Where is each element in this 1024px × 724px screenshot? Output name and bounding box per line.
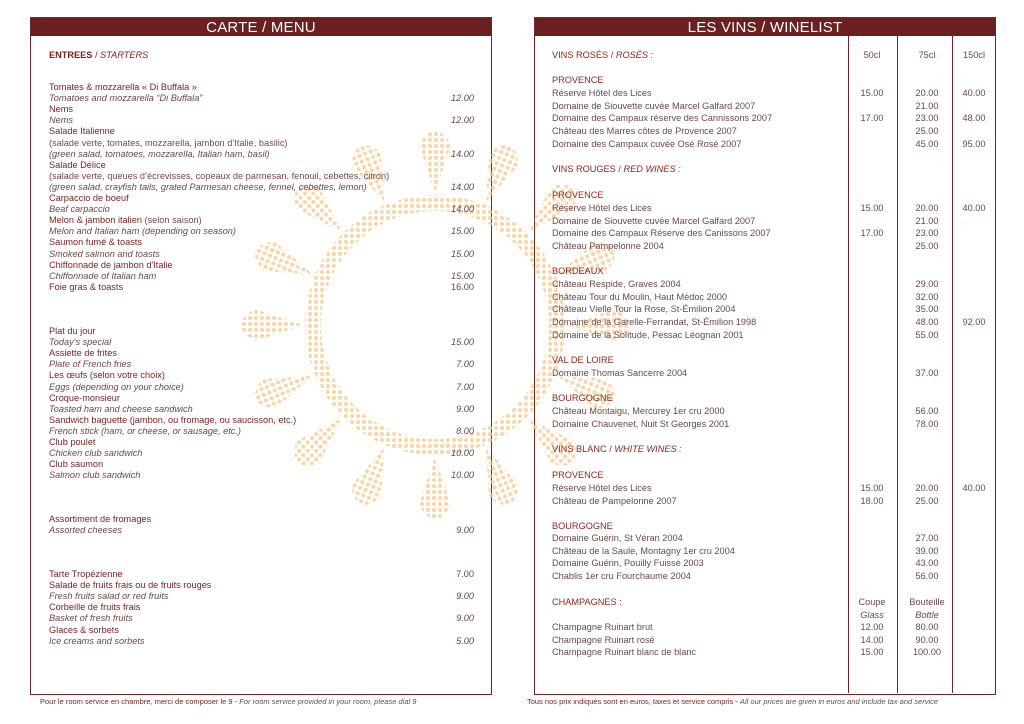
- col-coupe: Coupe: [858, 597, 886, 607]
- champagne-col-sub: [552, 609, 992, 621]
- menu-item-price: 9.00: [456, 525, 474, 536]
- col-bouteille: Bouteille: [909, 597, 945, 607]
- wine-row: [552, 545, 992, 557]
- price-75cl: 25.00: [915, 241, 939, 252]
- menu-item-en: (green salad, tomatoes, mozzarella, Italian ham, basil) 14.00: [49, 148, 474, 159]
- region-label: BORDEAUX: [552, 266, 604, 276]
- wine-section-title: [552, 596, 992, 608]
- menu-item-fr: Salade Italienne: [49, 126, 115, 137]
- section-en: ROSÉS :: [615, 50, 654, 60]
- menu-item-fr: Croque-monsieur: [49, 392, 120, 403]
- wine-row: [552, 138, 992, 150]
- price-75cl: 56.00: [915, 406, 939, 416]
- price-150cl: 40.00: [962, 203, 986, 213]
- price-75cl: 39.00: [915, 545, 939, 556]
- wine-name: Réserve Hôtel des Lices: [552, 88, 652, 98]
- menu-item-fr: Tarte Tropézienne: [49, 569, 123, 579]
- wine-name: Château des Marres côtes de Provence 2007: [552, 126, 737, 137]
- sun-ray: [471, 140, 524, 210]
- menu-item-price: 5.00: [456, 635, 474, 646]
- section-sep: /: [92, 50, 101, 60]
- wine-row: [552, 112, 992, 124]
- menu-item-price: 15.00: [451, 270, 474, 281]
- price-150cl: 92.00: [962, 317, 986, 328]
- wine-name: Château Tour du Moulin, Haut Médoc 2000: [552, 291, 728, 302]
- menu-item-fr: Plat du jour: [49, 326, 96, 336]
- wine-row: [552, 316, 992, 328]
- price-75cl: 35.00: [915, 304, 939, 315]
- menu-item-price: 15.00: [451, 248, 474, 259]
- footer-room-service: [40, 697, 416, 706]
- wine-section-title: [552, 163, 992, 175]
- price-75cl: 21.00: [915, 215, 939, 226]
- wine-name: Domaine Chauvenet, Nuit St Georges 2001: [552, 418, 730, 429]
- section-label: [552, 443, 682, 455]
- wine-row: [552, 557, 992, 569]
- wine-name: Champagne Ruinart brut: [552, 622, 653, 632]
- price-50cl: 18.00: [860, 495, 884, 506]
- wine-row: [552, 532, 992, 544]
- wine-row: [552, 278, 992, 290]
- price-75cl: 32.00: [915, 291, 939, 302]
- wine-name: Château de Pampelonne 2007: [552, 495, 677, 506]
- wine-region: [552, 469, 992, 481]
- wine-row: [552, 240, 992, 252]
- section-en: WHITE WINES :: [614, 444, 682, 454]
- price-75cl: 80.00: [915, 622, 939, 632]
- menu-item-en: French stick (ham, or cheese, or sausage, etc.) 8.00: [49, 425, 474, 436]
- price-75cl: 48.00: [915, 317, 939, 328]
- section-fr: VINS ROUGES: [552, 164, 616, 174]
- menu-item-en: Today's special 15.00: [49, 337, 474, 348]
- price-75cl: 45.00: [915, 138, 939, 149]
- wine-name: Champagne Ruinart blanc de blanc: [552, 647, 697, 658]
- menu-item-price: 10.00: [451, 448, 474, 459]
- wine-name: Château Pampelonne 2004: [552, 241, 664, 252]
- price-75cl: 37.00: [915, 368, 939, 378]
- menu-item-fr: Foie gras & toasts: [49, 281, 124, 292]
- section-fr: VINS ROSÉS: [552, 50, 609, 60]
- wine-region: [552, 265, 992, 277]
- price-75cl: 23.00: [915, 113, 939, 124]
- wine-row: [552, 418, 992, 430]
- price-150cl: 40.00: [962, 88, 986, 98]
- wine-header: LES VINS / WINELIST: [535, 18, 995, 36]
- footer-left-en: For room service provided in your room, please dial 9: [239, 697, 417, 706]
- section-fr: CHAMPAGNES :: [552, 597, 622, 607]
- menu-item-en: Chicken club sandwich 10.00: [49, 448, 474, 459]
- menu-item-price: 7.00: [456, 569, 474, 579]
- footer-prices-note: [527, 697, 938, 706]
- menu-item-en: Tomatoes and mozzarella “Di Buffala” 12.00: [49, 93, 474, 104]
- menu-item-price: 14.00: [451, 204, 474, 215]
- wine-name: Château Respide, Graves 2004: [552, 279, 681, 289]
- wine-section-title: [552, 443, 992, 455]
- menu-item-price: 7.00: [456, 359, 474, 370]
- section-fr: ENTREES: [49, 50, 93, 60]
- price-75cl: 100.00: [912, 647, 942, 658]
- menu-item-fr: Nems: [49, 104, 73, 115]
- wine-row: [552, 367, 992, 379]
- wine-name: Réserve Hôtel des Lices: [552, 483, 652, 493]
- menu-item-en: Smoked salmon and toasts 15.00: [49, 248, 474, 259]
- section-sep: /: [608, 50, 616, 60]
- section-en: STARTERS: [100, 50, 149, 60]
- wine-region: [552, 74, 992, 86]
- wine-row: [552, 291, 992, 303]
- wine-row: [552, 100, 992, 112]
- region-label: PROVENCE: [552, 75, 604, 85]
- wine-row: [552, 227, 992, 239]
- price-75cl: 29.00: [915, 279, 939, 289]
- price-50cl: 15.00: [860, 203, 884, 213]
- wine-name: Domaine Guérin, St Véran 2004: [552, 533, 683, 543]
- section-fr: VINS BLANC: [552, 444, 607, 454]
- wine-row: [552, 87, 992, 99]
- price-50cl: 17.00: [860, 228, 884, 239]
- wine-row: [552, 621, 992, 633]
- col-bottle: Bottle: [915, 610, 939, 620]
- price-75cl: 23.00: [915, 228, 939, 239]
- menu-item-price: 14.00: [451, 148, 474, 159]
- menu-item-en: Plate of French fries 7.00: [49, 359, 474, 370]
- wine-name: Domaine de la Garelle-Ferrandat, St-Émilion 1998: [552, 317, 757, 328]
- wine-name: Château Montaigu, Mercurey 1er cru 2000: [552, 406, 725, 416]
- wine-row: [552, 405, 992, 417]
- menu-item-price: 12.00: [451, 115, 474, 126]
- wine-region: [552, 392, 992, 404]
- price-75cl: 55.00: [915, 329, 939, 340]
- menu-item-fr: Saumon fumé & toasts: [49, 237, 142, 248]
- footer-left-fr: Pour le room service en chambre, merci de composer le 9 -: [40, 697, 240, 706]
- menu-item-price: 8.00: [456, 425, 474, 436]
- price-50cl: 15.00: [860, 647, 884, 658]
- wine-row: [552, 215, 992, 227]
- sun-ray: [471, 441, 524, 511]
- price-75cl: 25.00: [915, 126, 939, 137]
- price-75cl: 56.00: [915, 571, 939, 582]
- menu-item-fr: Assiette de frites: [49, 348, 117, 359]
- menu-item-en: Basket of fresh fruits 9.00: [49, 613, 474, 624]
- footer-right-fr: Tous nos prix indiqués sont en euros, taxes et service compris -: [527, 697, 741, 706]
- section-label: [552, 596, 622, 608]
- wine-row: [552, 303, 992, 315]
- wine-region: [552, 520, 992, 532]
- menu-item-fr: Glaces & sorbets: [49, 624, 119, 635]
- price-150cl: 40.00: [962, 483, 986, 493]
- menu-item-price: 14.00: [451, 181, 474, 192]
- wine-row: [552, 495, 992, 507]
- price-150cl: 48.00: [962, 113, 986, 124]
- menu-item-price: 16.00: [451, 281, 474, 292]
- menu-header: CARTE / MENU: [31, 18, 491, 36]
- menu-item-fr: Club saumon: [49, 459, 104, 470]
- price-75cl: 21.00: [915, 100, 939, 111]
- price-50cl: 15.00: [860, 483, 884, 493]
- menu-item-fr: Salade Délice: [49, 159, 106, 170]
- region-label: VAL DE LOIRE: [552, 355, 614, 365]
- menu-item-note: (selon saison): [141, 215, 202, 226]
- price-75cl: 78.00: [915, 418, 939, 429]
- price-75cl: 43.00: [915, 558, 939, 569]
- wine-name: Domaine Thomas Sancerre 2004: [552, 368, 688, 378]
- section-en: RED WINES :: [623, 164, 681, 174]
- menu-item-fr: Salade de fruits frais ou de fruits rouges: [49, 580, 212, 591]
- region-label: BOURGOGNE: [552, 521, 613, 531]
- menu-item-price: 10.00: [451, 470, 474, 481]
- menu-item-price: 9.00: [456, 613, 474, 624]
- section-label: [552, 49, 653, 61]
- menu-item-price: 9.00: [456, 403, 474, 414]
- menu-item-fr: Club poulet: [49, 437, 96, 447]
- col-150cl: 150cl: [963, 50, 985, 60]
- wine-name: Château Vielle Tour la Rose, St-Émilion 2004: [552, 304, 736, 315]
- section-label: [552, 163, 681, 175]
- section-sep: /: [606, 444, 615, 454]
- wine-name: Domaine des Campaux Réserve des Canissons 2007: [552, 228, 771, 239]
- price-150cl: 95.00: [962, 138, 986, 149]
- menu-item-fr: Tomates & mozzarella « Di Buffala »: [49, 82, 197, 92]
- wine-name: Domaine des Campaux cuvée Osé Rosé 2007: [552, 138, 742, 149]
- col-75cl: 75cl: [918, 50, 936, 60]
- menu-item-fr: Carpaccio de boeuf: [49, 193, 129, 203]
- menu-item-en: (green salad, crayfish tails, grated Parmesan cheese, fennel, cebettes, lemon) 14.00: [49, 181, 474, 192]
- wine-name: Chablis 1er cru Fourchaume 2004: [552, 571, 691, 582]
- menu-item-detail: (salade verte, queues d’écrevisses, copeaux de parmesan, fenouil, cebettes, citron): [49, 170, 390, 181]
- menu-item-fr: Chiffonnade de jambon d'Italie: [49, 259, 173, 270]
- price-75cl: 20.00: [915, 203, 939, 213]
- wine-row: [552, 570, 992, 582]
- wine-section-title: [552, 49, 992, 61]
- price-50cl: 12.00: [860, 622, 884, 632]
- menu-item-en: Ice creams and sorbets 5.00: [49, 635, 474, 646]
- wine-row: [552, 634, 992, 646]
- price-50cl: 15.00: [860, 88, 884, 98]
- menu-section-title: [49, 49, 474, 61]
- wine-name: Domaine Guérin, Pouilly Fuissé 2003: [552, 558, 704, 569]
- region-label: PROVENCE: [552, 190, 604, 200]
- menu-item-detail: (salade verte, tomates, mozzarella, jambon d’Italie, basilic): [49, 137, 288, 148]
- menu-item-en: Melon and Italian ham (depending on season) 15.00: [49, 226, 474, 237]
- wine-row: [552, 646, 992, 658]
- wine-name: Domaine des Campaux réserve des Cannissons 2007: [552, 113, 773, 124]
- menu-item-fr: Melon & jambon italien: [49, 215, 142, 226]
- footer-right-en: All our prices are given in euros and include tax and service: [740, 697, 939, 706]
- col-50cl: 50cl: [863, 50, 881, 60]
- col-glass: Glass: [860, 610, 884, 620]
- wine-name: Réserve Hôtel des Lices: [552, 203, 652, 213]
- menu-item-fr: Corbeille de fruits frais: [49, 602, 141, 613]
- menu-item-price: 7.00: [456, 381, 474, 392]
- wine-region: [552, 189, 992, 201]
- menu-item-en: Eggs (depending on your choice) 7.00: [49, 381, 474, 392]
- wine-row: [552, 202, 992, 214]
- wine-name: Château de la Saule, Montagny 1er cru 2004: [552, 545, 735, 556]
- menu-item-price: 9.00: [456, 591, 474, 602]
- price-75cl: 20.00: [915, 483, 939, 493]
- menu-item-en: Toasted ham and cheese sandwich 9.00: [49, 403, 474, 414]
- wine-name: Champagne Ruinart rosé: [552, 634, 655, 645]
- menu-item-en: Beaf carpaccio 14.00: [49, 204, 474, 215]
- section-sep: /: [615, 164, 624, 174]
- wine-row: [552, 482, 992, 494]
- wine-name: Domaine de la Solitude, Pessac Léognan 2001: [552, 329, 744, 340]
- menu-item-name: [49, 281, 474, 293]
- menu-item-fr: Assortiment de fromages: [49, 514, 152, 524]
- menu-item-en: Assorted cheeses 9.00: [49, 525, 474, 536]
- menu-item-price: 12.00: [451, 93, 474, 104]
- price-50cl: 17.00: [860, 113, 884, 124]
- price-75cl: 27.00: [915, 533, 939, 543]
- menu-item-en: Chiffonnade of Italian ham 15.00: [49, 270, 474, 281]
- menu-item-en: Fresh fruits salad or red fruits 9.00: [49, 591, 474, 602]
- menu-item-fr: Les œufs (selon votre choix): [49, 370, 165, 381]
- menu-item-price: 15.00: [451, 337, 474, 348]
- wine-name: Domaine de Siouvette cuvée Marcel Galfard 2007: [552, 100, 756, 111]
- price-50cl: 14.00: [860, 634, 884, 645]
- wine-row: [552, 125, 992, 137]
- price-75cl: 90.00: [915, 634, 939, 645]
- menu-item-price: 15.00: [451, 226, 474, 237]
- menu-item-fr: Sandwich baguette (jambon, ou fromage, ou saucisson, etc.): [49, 414, 297, 425]
- wine-region: [552, 354, 992, 366]
- region-label: BOURGOGNE: [552, 393, 613, 403]
- wine-row: [552, 329, 992, 341]
- price-75cl: 20.00: [915, 88, 939, 98]
- wine-name: Domaine de Siouvette cuvée Marcel Galfard 2007: [552, 215, 756, 226]
- region-label: PROVENCE: [552, 470, 604, 480]
- menu-item-en: Nems 12.00: [49, 115, 474, 126]
- menu-item-en: Salmon club sandwich 10.00: [49, 470, 474, 481]
- price-75cl: 25.00: [915, 495, 939, 506]
